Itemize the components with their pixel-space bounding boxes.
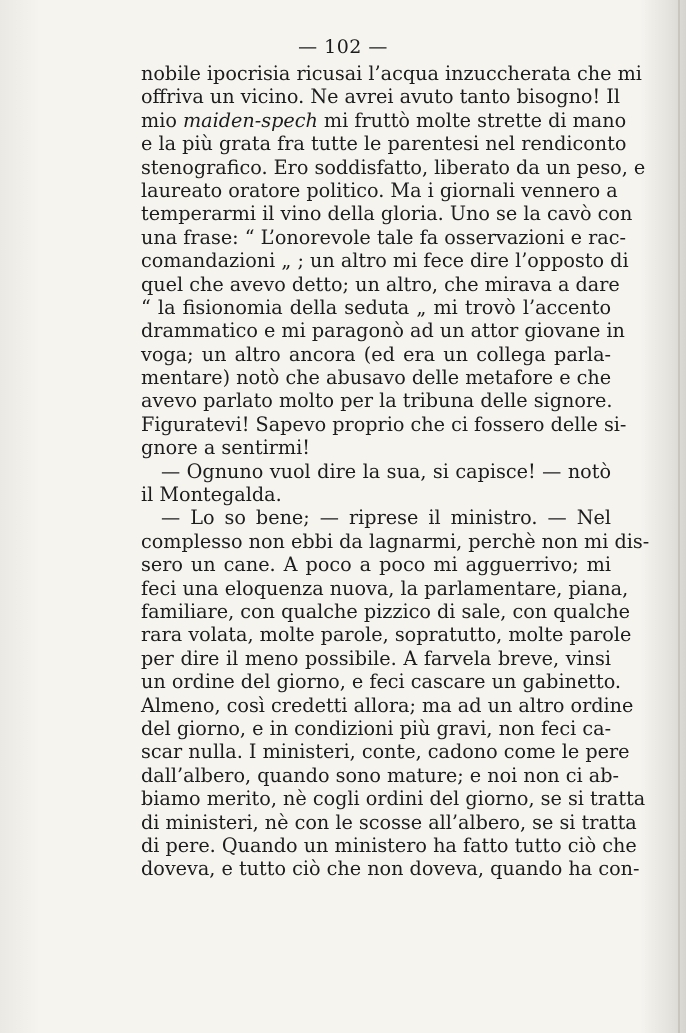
text-line: laureato oratore politico. Ma i giornali vennero a: [141, 178, 618, 202]
text-line: feci una eloquenza nuova, la parlamentare, piana,: [141, 576, 629, 600]
text-line: Almeno, così credetti allora; ma ad un altro ordine: [141, 693, 634, 717]
text-line: “ la fisionomia della seduta „ mi trovò l’accento: [141, 295, 611, 319]
text-line: offriva un vicino. Ne avrei avuto tanto bisogno! Il: [141, 85, 621, 109]
italic-phrase: maiden-spech: [182, 108, 318, 132]
text-line: quel che avevo detto; un altro, che mirava a dare: [141, 272, 620, 296]
text-line: voga; un altro ancora (ed era un collega parla-: [141, 342, 611, 366]
text-line: il Montegalda.: [141, 483, 282, 507]
text-line: un ordine del giorno, e feci cascare un gabinetto.: [141, 670, 622, 694]
text-line: una frase: “ L’onorevole tale fa osservazioni e rac-: [141, 225, 626, 249]
text-line: di ministeri, nè con le scosse all’albero, se si tratta: [141, 810, 637, 834]
text-line: gnore a sentirmi!: [141, 436, 310, 460]
text-line: drammatico e mi paragonò ad un attor giovane in: [141, 319, 625, 343]
text-line: — Ognuno vuol dire la sua, si capisce! — notò: [161, 459, 611, 483]
text-line: mio maiden-spech mi fruttò molte strette di mano: [141, 108, 627, 132]
text-line: nobile ipocrisia ricusai l’acqua inzuccherata che mi: [141, 62, 642, 85]
text-line: temperarmi il vino della gloria. Uno se la cavò con: [141, 202, 633, 226]
text-line: del giorno, e in condizioni più gravi, non feci ca-: [141, 716, 612, 740]
text-line: Figuratevi! Sapevo proprio che ci fossero delle si-: [141, 412, 627, 436]
page-number: — 102 —: [298, 36, 388, 58]
text-line: rara volata, molte parole, sopratutto, molte parole: [141, 623, 632, 647]
text-line: mentare) notò che abusavo delle metafore e che: [141, 366, 612, 390]
text-line: biamo merito, nè cogli ordini del giorno, se si tratta: [141, 787, 646, 811]
text-line: doveva, e tutto ciò che non doveva, quando ha con-: [141, 857, 640, 881]
text-line: di pere. Quando un ministero ha fatto tutto ciò che: [141, 833, 637, 857]
text-line: sero un cane. A poco a poco mi agguerrivo; mi: [141, 553, 611, 577]
text-line: scar nulla. I ministeri, conte, cadono come le pere: [141, 740, 630, 764]
page-edge: [678, 0, 680, 1033]
text-line: comandazioni „ ; un altro mi fece dire l’opposto di: [141, 249, 629, 273]
text-line: stenografico. Ero soddisfatto, liberato da un peso, e: [141, 155, 646, 179]
text-line: complesso non ebbi da lagnarmi, perchè non mi dis-: [141, 529, 650, 553]
body-text: [141, 62, 650, 881]
text-line: dall’albero, quando sono mature; e noi non ci ab-: [141, 763, 619, 787]
text-line: per dire il meno possibile. A farvela breve, vinsi: [141, 646, 611, 670]
text-line: — Lo so bene; — riprese il ministro. — Nel: [161, 506, 611, 530]
text-line: familiare, con qualche pizzico di sale, con qualche: [141, 599, 630, 623]
text-line: e la più grata fra tutte le parentesi nel rendiconto: [141, 132, 627, 156]
text-line: avevo parlato molto per la tribuna delle signore.: [141, 389, 613, 413]
